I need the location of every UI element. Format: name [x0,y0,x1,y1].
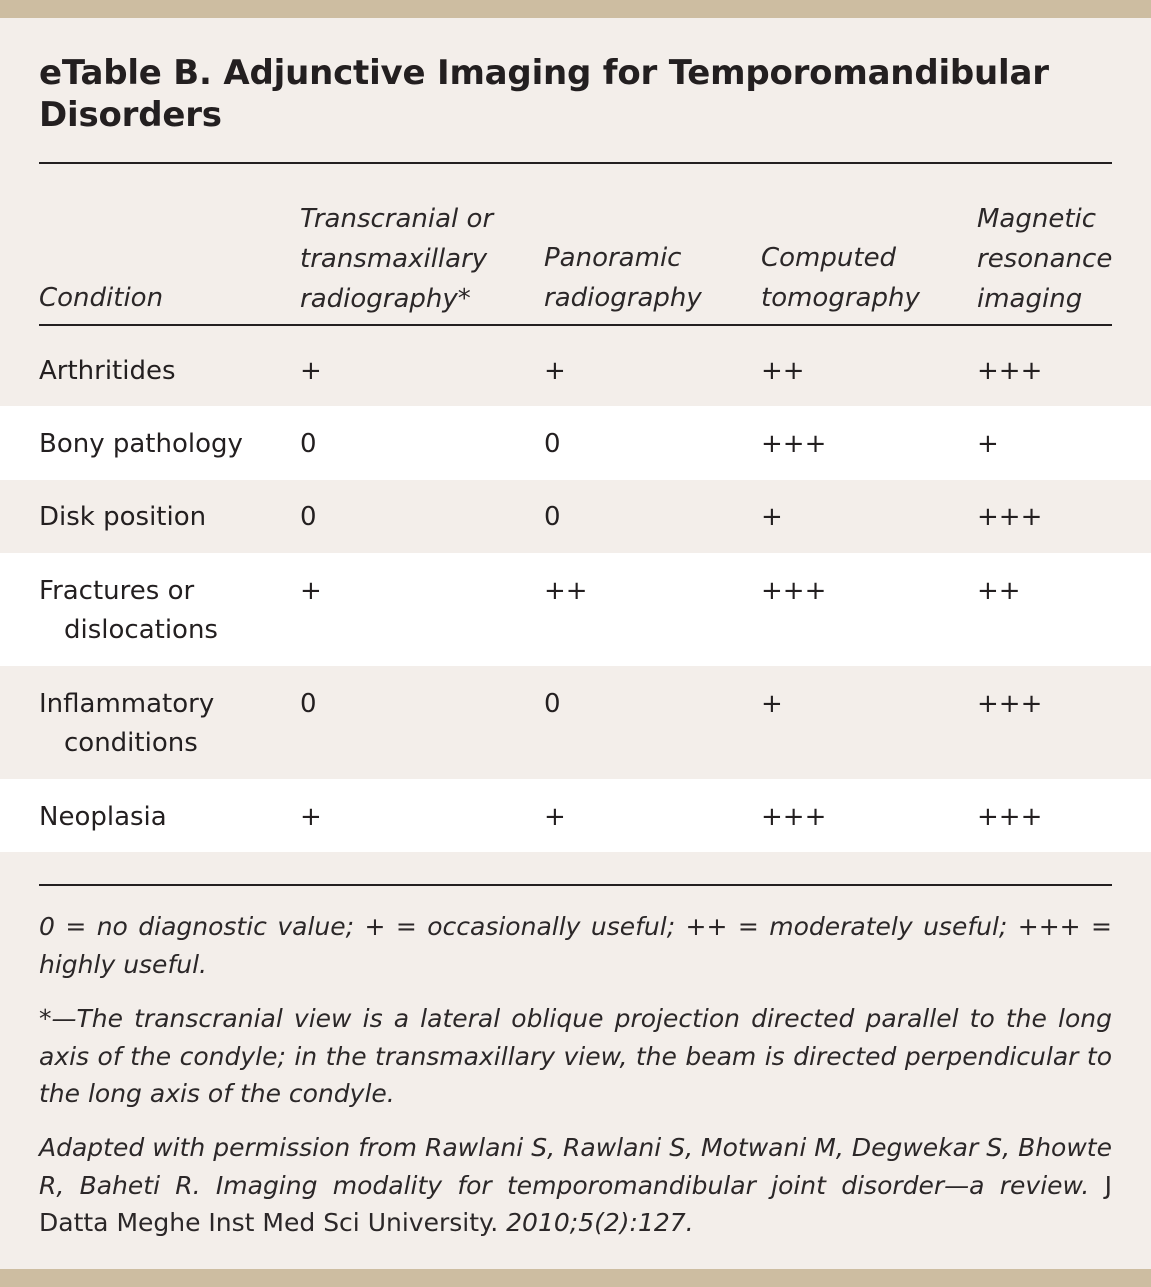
footer-rule [39,884,1112,886]
header-transcranial: Transcranial or transmaxillary radiography* [300,204,494,314]
table-row [0,406,1151,480]
header-ct: Computed tomography [761,243,920,313]
cell-mri: ++ [977,576,1021,606]
title-line-2: Disorders [39,95,222,135]
row-condition: Neoplasia [39,802,167,832]
cell-panoramic: 0 [544,689,561,719]
cell-transcranial: 0 [300,502,317,532]
bottom-border-bar [0,1269,1151,1287]
cell-mri: + [977,429,999,459]
cell-transcranial: + [300,576,322,606]
row-condition: Bony pathology [39,429,243,459]
table-row [0,553,1151,666]
cell-mri: +++ [977,356,1043,386]
row-condition: Arthritides [39,356,176,386]
cell-transcranial: 0 [300,429,317,459]
cell-panoramic: 0 [544,429,561,459]
cell-transcranial: + [300,802,322,832]
cell-panoramic: 0 [544,502,561,532]
table-title [39,52,1119,136]
top-rule [39,162,1112,164]
title-line-1: eTable B. Adjunctive Imaging for Temporomandibular [39,53,1049,93]
row-condition: Fractures or dislocations [39,576,218,645]
cell-mri: +++ [977,502,1043,532]
cell-mri: +++ [977,689,1043,719]
cell-panoramic: + [544,356,566,386]
cell-ct: +++ [761,802,827,832]
cell-transcranial: + [300,356,322,386]
cell-ct: ++ [761,356,805,386]
top-border-bar [0,0,1151,18]
header-mri: Magnetic resonance imaging [977,204,1113,314]
cell-ct: +++ [761,429,827,459]
cell-transcranial: 0 [300,689,317,719]
table-row [0,326,1151,406]
row-condition: Disk position [39,502,207,532]
table-row [0,666,1151,779]
table-row [0,779,1151,852]
table-row [0,480,1151,553]
cell-panoramic: ++ [544,576,588,606]
cell-mri: +++ [977,802,1043,832]
footnote-key: 0 = no diagnostic value; + = occasionally useful; ++ = moderately useful; +++ = highly useful. [39,912,1112,979]
cell-ct: +++ [761,576,827,606]
header-condition: Condition [39,283,164,313]
cell-ct: + [761,689,783,719]
header-panoramic: Panoramic radiography [544,243,702,313]
source-journal: J Datta Meghe Inst Med Sci University. [39,1170,1112,1237]
footnote-source: Adapted with permission from Rawlani S, Rawlani S, Motwani M, Degwekar S, Bhowte R, Baheti R. Imaging modality for temporomandibular joint disorder—a review. J Datta Meghe Inst Med Sci University. 2010;5(2):127. [39,1133,1112,1237]
footnote-asterisk: *—The transcranial view is a lateral oblique projection directed parallel to the long axis of the condyle; in the transmaxillary view, the beam is directed perpendicular to the long axis of the condyle. [39,1004,1112,1108]
row-condition: Inflammatory conditions [39,689,215,758]
cell-panoramic: + [544,802,566,832]
cell-ct: + [761,502,783,532]
